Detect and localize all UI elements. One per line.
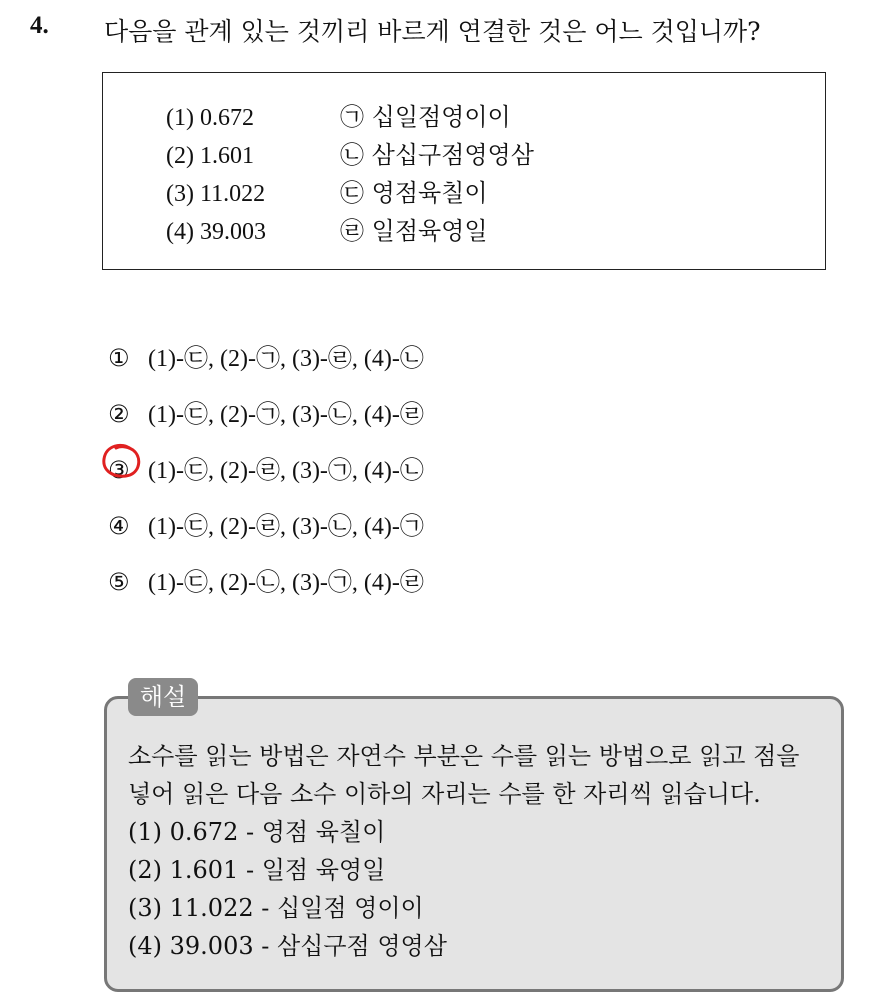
choice-text: (1)-㉢, (2)-㉡, (3)-㉠, (4)-㉣ [148,570,424,596]
korean-reading: ㉣ 일점육영일 [340,217,488,245]
explanation-tag: 해설 [128,678,198,716]
explanation-line: (3) 11.022 - 십일점 영이이 [128,894,424,922]
choice-text: (1)-㉢, (2)-㉠, (3)-㉡, (4)-㉣ [148,402,424,428]
question-number: 4. [30,12,49,39]
explanation-line: (4) 39.003 - 삼십구점 영영삼 [128,932,447,960]
answer-circle-icon [100,441,144,481]
decimal-number: (3) 11.022 [166,181,266,207]
choice-mark: ① [108,344,130,372]
explanation-line: 소수를 읽는 방법은 자연수 부분은 수를 읽는 방법으로 읽고 점을 [128,742,800,770]
choice-text: (1)-㉢, (2)-㉠, (3)-㉣, (4)-㉡ [148,346,424,372]
choice-mark: ② [108,400,130,428]
choice-mark: ③ [108,456,130,484]
explanation-line: (2) 1.601 - 일점 육영일 [128,856,386,884]
korean-reading: ㉠ 십일점영이이 [340,103,511,131]
choice-text: (1)-㉢, (2)-㉣, (3)-㉡, (4)-㉠ [148,514,424,540]
explanation-line: (1) 0.672 - 영점 육칠이 [128,818,386,846]
choice-5[interactable] [108,562,424,597]
choice-text: (1)-㉢, (2)-㉣, (3)-㉠, (4)-㉡ [148,458,424,484]
decimal-number: (1) 0.672 [166,105,254,131]
choice-4[interactable] [108,506,424,541]
matching-row-3 [166,173,488,211]
matching-row-4 [166,211,488,249]
choice-mark: ⑤ [108,568,130,596]
choice-1[interactable] [108,338,424,373]
korean-reading: ㉢ 영점육칠이 [340,179,488,207]
explanation-line: 넣어 읽은 다음 소수 이하의 자리는 수를 한 자리씩 읽습니다. [128,780,761,808]
question-text: 다음을 관계 있는 것끼리 바르게 연결한 것은 어느 것입니까? [104,17,761,46]
decimal-number: (2) 1.601 [166,143,254,169]
choice-mark: ④ [108,512,130,540]
matching-row-2 [166,135,534,173]
choice-3[interactable] [108,450,424,485]
choice-2[interactable] [108,394,424,429]
matching-row-1 [166,97,511,135]
decimal-number: (4) 39.003 [166,219,266,245]
korean-reading: ㉡ 삼십구점영영삼 [340,141,534,169]
